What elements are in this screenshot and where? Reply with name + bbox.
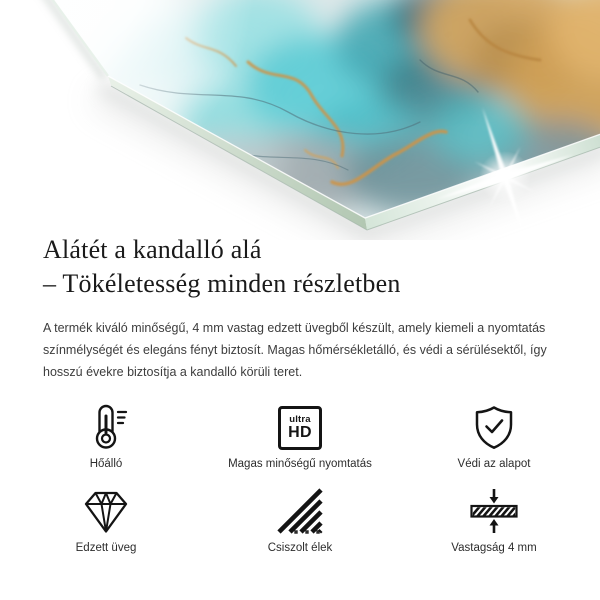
shield-check-icon bbox=[470, 402, 518, 450]
feature-label: Edzett üveg bbox=[75, 542, 137, 554]
ultra-hd-icon bbox=[278, 402, 322, 450]
feature-high-quality-print bbox=[203, 402, 397, 470]
feature-protects-base bbox=[397, 402, 591, 470]
page-title bbox=[43, 233, 600, 301]
title-line-2: – Tökéletesség minden részletben bbox=[43, 269, 401, 298]
glass-panel-corner-photo bbox=[0, 0, 600, 240]
feature-polished-edges bbox=[203, 486, 397, 554]
description-line: A termék kiváló minőségű, 4 mm vastag edzett üvegből készült, amely kiemeli a nyomtatás bbox=[43, 321, 546, 335]
diamond-icon bbox=[79, 486, 133, 534]
title-line-1: Alátét a kandalló alá bbox=[43, 235, 262, 264]
polished-edges-icon bbox=[276, 486, 324, 534]
description-line: hosszú évekre biztosítja a kandalló körüli teret. bbox=[43, 365, 303, 379]
feature-label: Vastagság 4 mm bbox=[451, 542, 537, 554]
thermometer-icon bbox=[83, 402, 129, 450]
feature-label: Csiszolt élek bbox=[267, 542, 333, 554]
feature-heat-resistant bbox=[9, 402, 203, 470]
feature-label: Magas minőségű nyomtatás bbox=[228, 458, 372, 470]
product-description bbox=[43, 317, 600, 383]
feature-tempered-glass bbox=[9, 486, 203, 554]
feature-label: Hőálló bbox=[89, 458, 123, 470]
features-grid bbox=[9, 402, 591, 554]
ultra-hd-badge-top: ultra bbox=[289, 414, 311, 425]
thickness-icon bbox=[468, 486, 520, 534]
product-info bbox=[0, 233, 600, 554]
ultra-hd-badge-bottom: HD bbox=[288, 424, 312, 441]
feature-thickness-4mm bbox=[397, 486, 591, 554]
description-line: színmélységét és elegáns fényt biztosít. Magas hőmérsékletálló, és védi a sérülésektől, így bbox=[43, 343, 547, 357]
feature-label: Védi az alapot bbox=[457, 458, 531, 470]
product-photo bbox=[0, 0, 600, 240]
